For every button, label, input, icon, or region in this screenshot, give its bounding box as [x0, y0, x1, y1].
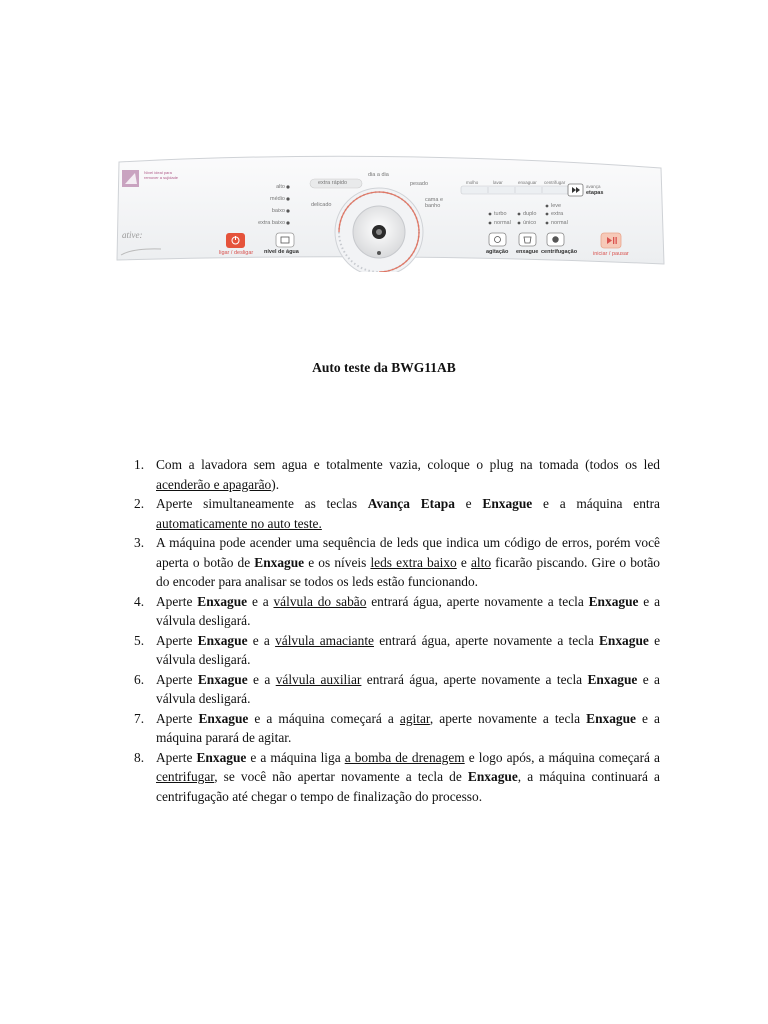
stage-centrifugar: centrifugar: [544, 180, 566, 185]
step-underlined-text: válvula auxiliar: [275, 671, 362, 687]
level-medio-label: médio: [270, 196, 285, 202]
power-label: ligar / desligar: [219, 250, 254, 256]
step-item: [134, 748, 660, 807]
step-text: e a: [247, 593, 274, 609]
step-text: entrará água, aperte novamente a tecla: [366, 593, 589, 609]
led-baixo-icon: [286, 209, 289, 212]
step-number: 5.: [134, 632, 145, 648]
led-extra-baixo-icon: [286, 221, 289, 224]
step-text: A máquina pode acender uma sequência de leds que indica um código de erros, porém você aperta o botão de: [156, 535, 660, 570]
cycle-cama-banho: cama e banho: [425, 197, 444, 209]
step-text: e a: [247, 632, 276, 648]
led-alto-icon: [286, 185, 289, 188]
step-text: e os níveis: [304, 554, 371, 570]
avanca-label: avança: [586, 184, 601, 189]
etapas-label: etapas: [586, 190, 604, 196]
step-item: [134, 670, 660, 709]
step-number: 3.: [134, 535, 145, 550]
cycle-delicado: delicado: [311, 202, 332, 208]
led-medio-icon: [286, 197, 289, 200]
option-turbo: turbo: [494, 211, 507, 217]
step-text: e a máquina liga: [246, 749, 345, 765]
step-text: e a máquina parará de agitar.: [156, 710, 660, 745]
rinse-button-icon: [519, 233, 536, 246]
water-level-label: nível de água: [264, 249, 299, 255]
step-bold-text: Enxague: [598, 632, 649, 648]
step-bold-text: Enxague: [197, 671, 248, 687]
step-number: 6.: [134, 671, 145, 687]
step-text: , aperte novamente a tecla: [429, 710, 587, 726]
stage-lavar: lavar: [493, 180, 503, 185]
step-item: [134, 592, 660, 631]
step-underlined-text: centrifugar: [156, 769, 215, 784]
step-underlined-text: a bomba de drenagem: [344, 749, 465, 765]
step-underlined-text: agitar: [399, 710, 430, 726]
step-number: 4.: [134, 593, 145, 609]
panel-drawing: [113, 152, 668, 272]
step-underlined-text: válvula do sabão: [273, 593, 367, 609]
step-text: e a: [247, 671, 276, 687]
step-underlined-text: automaticamente no auto teste.: [156, 515, 322, 531]
step-text: e a máquina começará a: [248, 710, 400, 726]
step-bold-text: Enxague: [196, 749, 247, 765]
step-text: entrará água, aperte novamente a tecla: [373, 632, 599, 648]
step-item: [134, 455, 660, 494]
level-baixo-label: baixo: [271, 208, 285, 214]
step-text: entrará água, aperte novamente a tecla: [361, 671, 588, 687]
cycle-dia-a-dia: dia a dia: [368, 172, 389, 178]
option-leve: leve: [551, 203, 562, 209]
step-text: e a válvula desligará.: [156, 671, 660, 706]
step-number: 1.: [134, 457, 145, 472]
step-text: , se você não apertar novamente a tecla de: [214, 769, 468, 784]
step-text: Aperte: [156, 593, 198, 609]
stage-molho: molho: [466, 180, 479, 185]
step-bold-text: Enxague: [586, 710, 636, 726]
step-item: [134, 709, 660, 748]
level-alto-label: alto: [276, 184, 285, 190]
step-underlined-text: leds extra baixo: [370, 554, 457, 570]
step-bold-text: Enxague: [198, 710, 249, 726]
step-bold-text: Enxague: [197, 593, 248, 609]
step-number: 2.: [134, 496, 145, 511]
step-text: e: [456, 554, 471, 570]
step-text: Aperte: [156, 632, 198, 648]
cycle-pesado: pesado: [410, 181, 429, 187]
step-text: , a máquina continuará a centrifugação até chegar o tempo de finalização do processo.: [156, 769, 661, 804]
agitation-label: agitação: [486, 249, 509, 255]
step-bold-text: Enxague: [587, 671, 638, 687]
step-text: Aperte: [156, 710, 199, 726]
stage-enxaguar: enxaguar: [518, 180, 537, 185]
step-text: Aperte simultaneamente as teclas: [156, 496, 368, 511]
step-underlined-text: alto: [470, 554, 492, 570]
option-normal-agitation: normal: [494, 220, 511, 226]
rinse-label: enxague: [516, 249, 539, 255]
step-bold-text: Enxague: [588, 593, 639, 609]
level-extra-baixo-label: extra baixo: [258, 220, 285, 226]
step-bold-text: Enxague: [482, 496, 533, 511]
power-button-icon: [226, 233, 245, 248]
start-pause-label: iniciar / pausar: [593, 251, 629, 257]
step-text: e a máquina entra: [532, 496, 661, 511]
step-item: [134, 533, 660, 592]
step-number: 7.: [134, 710, 145, 726]
step-bold-text: Avança Etapa: [367, 496, 455, 511]
step-text: e a válvula desligará.: [156, 593, 661, 628]
step-underlined-text: válvula amaciante: [275, 632, 374, 648]
step-bold-text: Enxague: [467, 769, 518, 784]
step-item: [134, 631, 660, 670]
agitation-button-icon: [489, 233, 506, 246]
step-text: ficarão piscando. Gire o botão do encoder para analisar se todos os leds estão funcionando.: [156, 554, 660, 589]
control-panel-image: [113, 152, 668, 272]
step-bold-text: Enxague: [254, 554, 305, 570]
document-title: Auto teste da BWG11AB: [312, 360, 456, 375]
step-text: e válvula desligará.: [156, 632, 661, 667]
option-extra: extra: [551, 211, 564, 217]
step-text: e: [454, 496, 483, 511]
panel-brand: ative:: [122, 230, 143, 240]
step-item: [134, 494, 660, 533]
option-duplo: duplo: [523, 211, 537, 217]
option-normal-spin: normal: [551, 220, 568, 226]
step-text: Aperte: [156, 671, 198, 687]
spin-label: centrifugação: [541, 249, 578, 255]
steps-list: [134, 455, 660, 806]
step-bold-text: Enxague: [197, 632, 248, 648]
step-number: 8.: [134, 749, 145, 765]
option-unico: único: [523, 220, 537, 226]
step-text: e logo após, a máquina começará a: [464, 749, 660, 765]
water-level-button-icon: [276, 233, 294, 247]
step-text: ).: [271, 476, 280, 492]
step-text: Com a lavadora sem agua e totalmente vazia, coloque o plug na tomada (todos os led: [156, 457, 660, 472]
panel-logo-text: Nível ideal para remover a sujidade: [144, 170, 179, 180]
step-underlined-text: acenderão e apagarão: [156, 476, 272, 492]
cycle-extra-rapido: extra rápido: [318, 180, 348, 186]
step-text: Aperte: [156, 749, 197, 765]
